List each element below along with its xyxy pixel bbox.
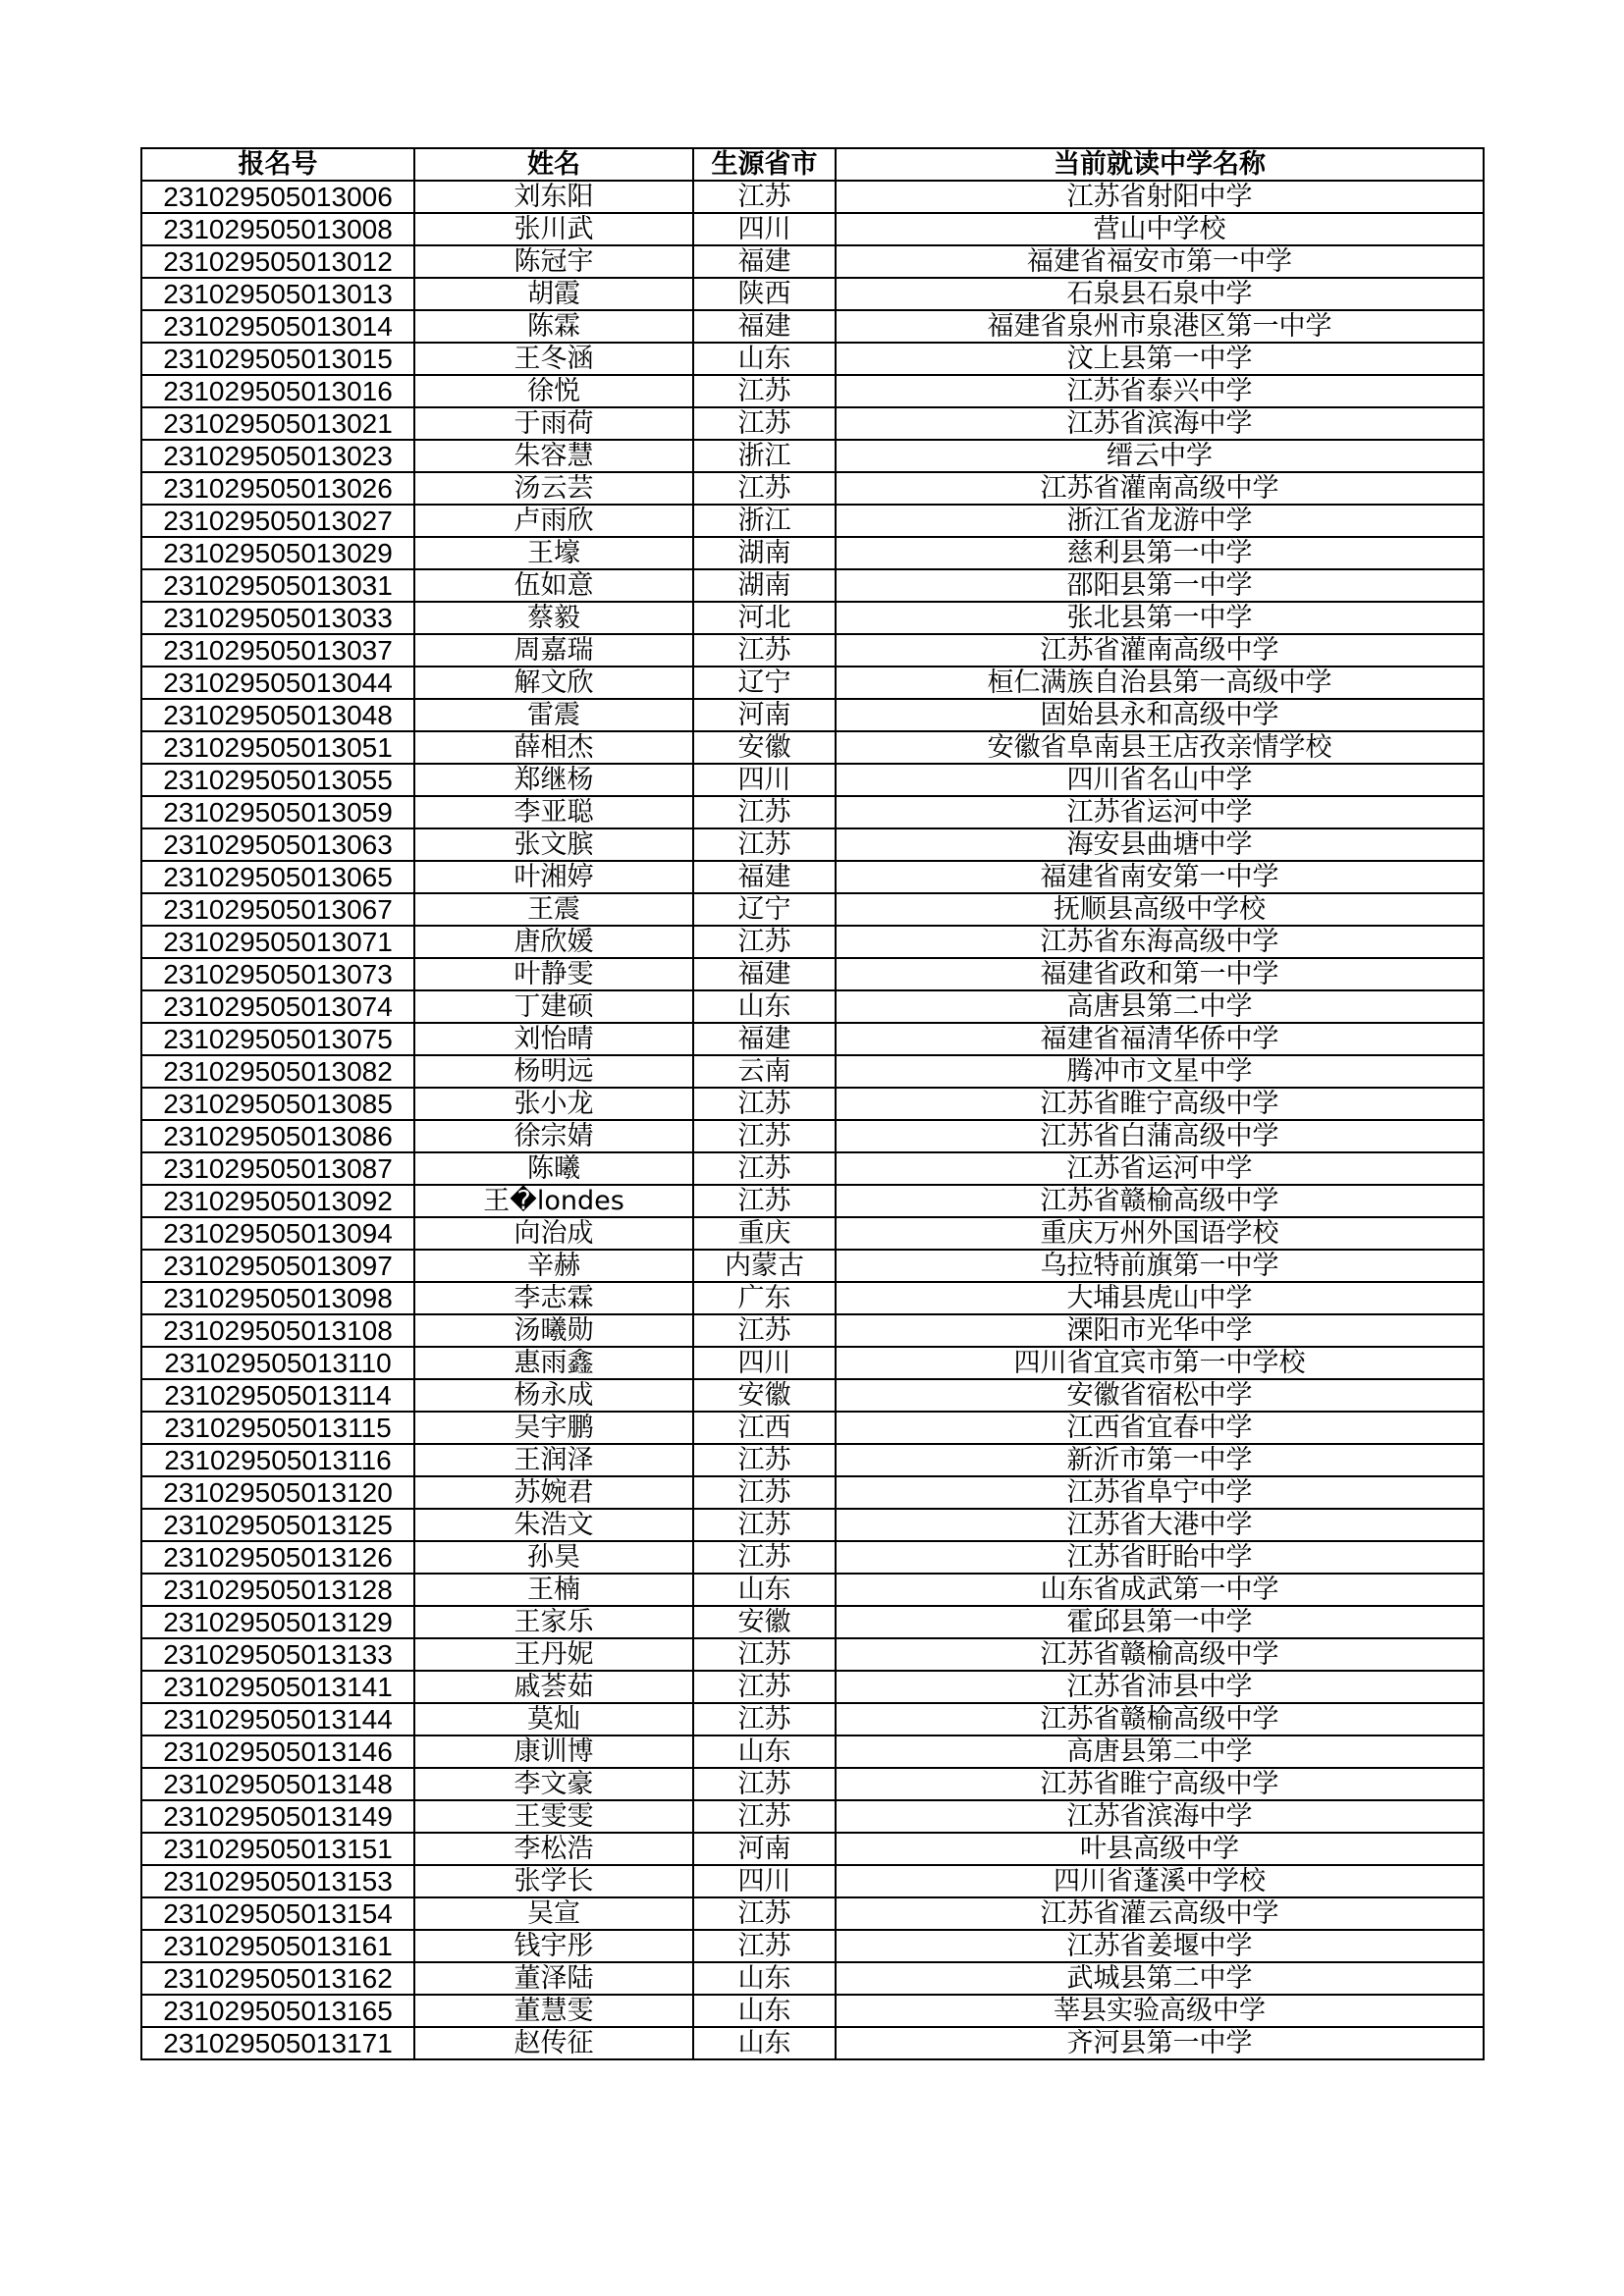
name-cell: 徐悦 [414,375,693,407]
province-cell: 山东 [693,343,836,375]
table-row [141,1023,1484,1055]
province-cell: 辽宁 [693,893,836,926]
name-cell: 莫灿 [414,1703,693,1735]
school-cell: 江苏省东海高级中学 [836,926,1484,958]
registration-number-cell: 231029505013037 [141,634,414,667]
name-cell: 刘东阳 [414,181,693,213]
name-cell: 董泽陆 [414,1962,693,1995]
table-row [141,1703,1484,1735]
province-cell: 江苏 [693,1476,836,1509]
registration-number-cell: 231029505013063 [141,828,414,861]
table-row [141,1541,1484,1574]
school-cell: 霍邱县第一中学 [836,1606,1484,1638]
table-row [141,731,1484,764]
name-cell: 王冬涵 [414,343,693,375]
name-cell: 汤云芸 [414,472,693,505]
name-cell: 杨明远 [414,1055,693,1088]
name-cell: 陈冠宇 [414,245,693,278]
name-cell: 赵传征 [414,2027,693,2059]
registration-number-cell: 231029505013116 [141,1444,414,1476]
registration-number-cell: 231029505013051 [141,731,414,764]
school-cell: 福建省福安市第一中学 [836,245,1484,278]
school-cell: 邵阳县第一中学 [836,569,1484,602]
name-cell: 陈霖 [414,310,693,343]
school-cell: 抚顺县高级中学校 [836,893,1484,926]
registration-number-cell: 231029505013141 [141,1671,414,1703]
name-cell: 李志霖 [414,1282,693,1314]
province-cell: 福建 [693,245,836,278]
province-cell: 福建 [693,1023,836,1055]
registration-number-cell: 231029505013153 [141,1865,414,1897]
table-row [141,1412,1484,1444]
school-cell: 江苏省大港中学 [836,1509,1484,1541]
province-cell: 江苏 [693,1088,836,1120]
school-cell: 固始县永和高级中学 [836,699,1484,731]
name-cell: 薛相杰 [414,731,693,764]
province-cell: 重庆 [693,1217,836,1250]
table-row [141,310,1484,343]
province-cell: 江西 [693,1412,836,1444]
registration-number-cell: 231029505013073 [141,958,414,990]
province-cell: 江苏 [693,1897,836,1930]
registration-number-cell: 231029505013031 [141,569,414,602]
school-cell: 石泉县石泉中学 [836,278,1484,310]
province-cell: 安徽 [693,731,836,764]
province-cell: 江苏 [693,181,836,213]
name-cell: 王丹妮 [414,1638,693,1671]
school-cell: 浙江省龙游中学 [836,505,1484,537]
registration-number-cell: 231029505013120 [141,1476,414,1509]
registration-number-cell: 231029505013033 [141,602,414,634]
name-cell: 戚荟茹 [414,1671,693,1703]
province-cell: 河南 [693,1833,836,1865]
school-cell: 齐河县第一中学 [836,2027,1484,2059]
registration-number-cell: 231029505013067 [141,893,414,926]
name-cell: 王雯雯 [414,1800,693,1833]
registration-number-cell: 231029505013151 [141,1833,414,1865]
name-cell: 卢雨欣 [414,505,693,537]
table-row [141,1574,1484,1606]
name-cell: 王润泽 [414,1444,693,1476]
table-row [141,602,1484,634]
school-cell: 江苏省盱眙中学 [836,1541,1484,1574]
school-cell: 高唐县第二中学 [836,990,1484,1023]
school-cell: 汶上县第一中学 [836,343,1484,375]
name-cell: 于雨荷 [414,407,693,440]
table-row [141,1444,1484,1476]
table-row [141,828,1484,861]
table-row [141,667,1484,699]
registration-number-cell: 231029505013023 [141,440,414,472]
name-cell: 周嘉瑞 [414,634,693,667]
province-cell: 辽宁 [693,667,836,699]
province-cell: 安徽 [693,1379,836,1412]
province-cell: 福建 [693,958,836,990]
table-row [141,634,1484,667]
province-cell: 江苏 [693,1120,836,1152]
table-row [141,569,1484,602]
province-cell: 江苏 [693,472,836,505]
province-cell: 江苏 [693,375,836,407]
registration-number-cell: 231029505013092 [141,1185,414,1217]
registration-number-cell: 231029505013128 [141,1574,414,1606]
registration-number-cell: 231029505013006 [141,181,414,213]
registration-number-cell: 231029505013165 [141,1995,414,2027]
school-cell: 江苏省睢宁高级中学 [836,1768,1484,1800]
school-cell: 溧阳市光华中学 [836,1314,1484,1347]
school-cell: 江苏省赣榆高级中学 [836,1638,1484,1671]
registration-number-cell: 231029505013125 [141,1509,414,1541]
school-cell: 江苏省赣榆高级中学 [836,1185,1484,1217]
admission-list-table [140,147,1485,2060]
registration-number-cell: 231029505013012 [141,245,414,278]
name-cell: 胡霞 [414,278,693,310]
registration-number-cell: 231029505013154 [141,1897,414,1930]
province-cell: 江苏 [693,1444,836,1476]
registration-number-cell: 231029505013013 [141,278,414,310]
school-cell: 乌拉特前旗第一中学 [836,1250,1484,1282]
table-row [141,1088,1484,1120]
province-cell: 湖南 [693,569,836,602]
table-row [141,1314,1484,1347]
school-cell: 武城县第二中学 [836,1962,1484,1995]
name-cell: 王家乐 [414,1606,693,1638]
table-row [141,1509,1484,1541]
registration-number-cell: 231029505013015 [141,343,414,375]
school-cell: 江苏省沛县中学 [836,1671,1484,1703]
table-row [141,1930,1484,1962]
province-cell: 山东 [693,1574,836,1606]
registration-number-cell: 231029505013108 [141,1314,414,1347]
registration-number-cell: 231029505013071 [141,926,414,958]
province-cell: 广东 [693,1282,836,1314]
table-row [141,1476,1484,1509]
school-cell: 江苏省灌南高级中学 [836,634,1484,667]
school-cell: 新沂市第一中学 [836,1444,1484,1476]
table-row [141,343,1484,375]
registration-number-cell: 231029505013133 [141,1638,414,1671]
table-row [141,990,1484,1023]
registration-number-cell: 231029505013055 [141,764,414,796]
table-row [141,893,1484,926]
registration-number-cell: 231029505013148 [141,1768,414,1800]
school-cell: 重庆万州外国语学校 [836,1217,1484,1250]
school-cell: 安徽省阜南县王店孜亲情学校 [836,731,1484,764]
province-cell: 江苏 [693,828,836,861]
province-cell: 江苏 [693,1509,836,1541]
province-cell: 江苏 [693,1800,836,1833]
table-row [141,1768,1484,1800]
school-cell: 江苏省灌云高级中学 [836,1897,1484,1930]
province-cell: 山东 [693,2027,836,2059]
name-cell: 伍如意 [414,569,693,602]
table-row [141,472,1484,505]
table-row [141,1347,1484,1379]
province-cell: 安徽 [693,1606,836,1638]
school-cell: 江苏省阜宁中学 [836,1476,1484,1509]
school-cell: 高唐县第二中学 [836,1735,1484,1768]
name-cell: 叶湘婷 [414,861,693,893]
table-row [141,375,1484,407]
table-row [141,1185,1484,1217]
school-cell: 江苏省泰兴中学 [836,375,1484,407]
name-cell: 唐欣媛 [414,926,693,958]
header-name: 姓名 [414,148,693,181]
province-cell: 江苏 [693,1768,836,1800]
province-cell: 江苏 [693,634,836,667]
name-cell: 张学长 [414,1865,693,1897]
name-cell: 苏婉君 [414,1476,693,1509]
registration-number-cell: 231029505013048 [141,699,414,731]
school-cell: 缙云中学 [836,440,1484,472]
province-cell: 陕西 [693,278,836,310]
name-cell: 徐宗婧 [414,1120,693,1152]
name-cell: 王震 [414,893,693,926]
province-cell: 福建 [693,861,836,893]
province-cell: 江苏 [693,1930,836,1962]
table-row [141,245,1484,278]
registration-number-cell: 231029505013129 [141,1606,414,1638]
province-cell: 江苏 [693,926,836,958]
province-cell: 河北 [693,602,836,634]
registration-number-cell: 231029505013085 [141,1088,414,1120]
name-cell: 王楠 [414,1574,693,1606]
school-cell: 叶县高级中学 [836,1833,1484,1865]
name-cell: 李文豪 [414,1768,693,1800]
school-cell: 海安县曲塘中学 [836,828,1484,861]
table-row [141,1120,1484,1152]
table-row [141,764,1484,796]
table-row [141,440,1484,472]
table-header-row [141,148,1484,181]
registration-number-cell: 231029505013144 [141,1703,414,1735]
registration-number-cell: 231029505013087 [141,1152,414,1185]
name-cell: 李松浩 [414,1833,693,1865]
table-row [141,1833,1484,1865]
table-row [141,181,1484,213]
table-row [141,2027,1484,2059]
name-cell: 张小龙 [414,1088,693,1120]
header-school: 当前就读中学名称 [836,148,1484,181]
registration-number-cell: 231029505013115 [141,1412,414,1444]
province-cell: 江苏 [693,407,836,440]
province-cell: 江苏 [693,1314,836,1347]
school-cell: 江苏省睢宁高级中学 [836,1088,1484,1120]
table-row [141,796,1484,828]
table-row [141,699,1484,731]
name-cell: 蔡毅 [414,602,693,634]
registration-number-cell: 231029505013059 [141,796,414,828]
name-cell: 李亚聪 [414,796,693,828]
school-cell: 桓仁满族自治县第一高级中学 [836,667,1484,699]
province-cell: 四川 [693,1347,836,1379]
name-cell: 向治成 [414,1217,693,1250]
registration-number-cell: 231029505013110 [141,1347,414,1379]
registration-number-cell: 231029505013016 [141,375,414,407]
name-cell: 康训博 [414,1735,693,1768]
registration-number-cell: 231029505013065 [141,861,414,893]
table-row [141,1606,1484,1638]
province-cell: 浙江 [693,505,836,537]
name-cell: 张文膑 [414,828,693,861]
registration-number-cell: 231029505013114 [141,1379,414,1412]
table-row [141,958,1484,990]
school-cell: 福建省福清华侨中学 [836,1023,1484,1055]
school-cell: 江苏省赣榆高级中学 [836,1703,1484,1735]
province-cell: 河南 [693,699,836,731]
name-cell: 朱容慧 [414,440,693,472]
school-cell: 福建省政和第一中学 [836,958,1484,990]
name-cell: 叶静雯 [414,958,693,990]
name-cell: 董慧雯 [414,1995,693,2027]
province-cell: 云南 [693,1055,836,1088]
table-row [141,1282,1484,1314]
school-cell: 四川省宜宾市第一中学校 [836,1347,1484,1379]
name-cell: 陈曦 [414,1152,693,1185]
province-cell: 四川 [693,213,836,245]
registration-number-cell: 231029505013021 [141,407,414,440]
school-cell: 四川省蓬溪中学校 [836,1865,1484,1897]
province-cell: 四川 [693,1865,836,1897]
school-cell: 腾冲市文星中学 [836,1055,1484,1088]
registration-number-cell: 231029505013162 [141,1962,414,1995]
school-cell: 张北县第一中学 [836,602,1484,634]
school-cell: 江西省宜春中学 [836,1412,1484,1444]
province-cell: 江苏 [693,1541,836,1574]
registration-number-cell: 231029505013029 [141,537,414,569]
school-cell: 江苏省运河中学 [836,796,1484,828]
province-cell: 江苏 [693,796,836,828]
registration-number-cell: 231029505013161 [141,1930,414,1962]
name-cell: 惠雨鑫 [414,1347,693,1379]
name-cell: 刘怡晴 [414,1023,693,1055]
province-cell: 四川 [693,764,836,796]
table-row [141,1055,1484,1088]
table-row [141,1800,1484,1833]
table-row [141,505,1484,537]
registration-number-cell: 231029505013097 [141,1250,414,1282]
table-row [141,1152,1484,1185]
registration-number-cell: 231029505013098 [141,1282,414,1314]
school-cell: 安徽省宿松中学 [836,1379,1484,1412]
school-cell: 江苏省射阳中学 [836,181,1484,213]
province-cell: 江苏 [693,1671,836,1703]
school-cell: 江苏省姜堰中学 [836,1930,1484,1962]
registration-number-cell: 231029505013075 [141,1023,414,1055]
table-row [141,1735,1484,1768]
header-registration-number: 报名号 [141,148,414,181]
registration-number-cell: 231029505013082 [141,1055,414,1088]
name-cell: 王�londes [414,1185,693,1217]
province-cell: 山东 [693,1735,836,1768]
table-row [141,1250,1484,1282]
registration-number-cell: 231029505013044 [141,667,414,699]
registration-number-cell: 231029505013026 [141,472,414,505]
registration-number-cell: 231029505013014 [141,310,414,343]
school-cell: 莘县实验高级中学 [836,1995,1484,2027]
name-cell: 汤曦勋 [414,1314,693,1347]
province-cell: 江苏 [693,1185,836,1217]
name-cell: 孙昊 [414,1541,693,1574]
school-cell: 江苏省白蒲高级中学 [836,1120,1484,1152]
header-province: 生源省市 [693,148,836,181]
school-cell: 四川省名山中学 [836,764,1484,796]
name-cell: 郑继杨 [414,764,693,796]
province-cell: 湖南 [693,537,836,569]
registration-number-cell: 231029505013094 [141,1217,414,1250]
school-cell: 慈利县第一中学 [836,537,1484,569]
table-row [141,1865,1484,1897]
school-cell: 江苏省灌南高级中学 [836,472,1484,505]
name-cell: 杨永成 [414,1379,693,1412]
province-cell: 浙江 [693,440,836,472]
name-cell: 钱宇彤 [414,1930,693,1962]
table-row [141,1638,1484,1671]
table-row [141,407,1484,440]
name-cell: 王壕 [414,537,693,569]
registration-number-cell: 231029505013027 [141,505,414,537]
registration-number-cell: 231029505013171 [141,2027,414,2059]
table-row [141,1962,1484,1995]
registration-number-cell: 231029505013126 [141,1541,414,1574]
school-cell: 江苏省滨海中学 [836,407,1484,440]
school-cell: 大埔县虎山中学 [836,1282,1484,1314]
name-cell: 丁建硕 [414,990,693,1023]
school-cell: 江苏省运河中学 [836,1152,1484,1185]
province-cell: 内蒙古 [693,1250,836,1282]
table-row [141,213,1484,245]
school-cell: 营山中学校 [836,213,1484,245]
school-cell: 福建省南安第一中学 [836,861,1484,893]
name-cell: 辛赫 [414,1250,693,1282]
province-cell: 福建 [693,310,836,343]
name-cell: 朱浩文 [414,1509,693,1541]
registration-number-cell: 231029505013149 [141,1800,414,1833]
table-row [141,1217,1484,1250]
name-cell: 解文欣 [414,667,693,699]
table-row [141,278,1484,310]
school-cell: 山东省成武第一中学 [836,1574,1484,1606]
registration-number-cell: 231029505013074 [141,990,414,1023]
registration-number-cell: 231029505013086 [141,1120,414,1152]
table-row [141,926,1484,958]
table-row [141,1995,1484,2027]
province-cell: 山东 [693,1962,836,1995]
name-cell: 张川武 [414,213,693,245]
table-row [141,1897,1484,1930]
name-cell: 吴宣 [414,1897,693,1930]
province-cell: 江苏 [693,1152,836,1185]
name-cell: 吴宇鹏 [414,1412,693,1444]
table-row [141,537,1484,569]
registration-number-cell: 231029505013008 [141,213,414,245]
province-cell: 江苏 [693,1638,836,1671]
province-cell: 江苏 [693,1703,836,1735]
table-row [141,1379,1484,1412]
table-row [141,1671,1484,1703]
province-cell: 山东 [693,1995,836,2027]
province-cell: 山东 [693,990,836,1023]
registration-number-cell: 231029505013146 [141,1735,414,1768]
school-cell: 江苏省滨海中学 [836,1800,1484,1833]
table-row [141,861,1484,893]
school-cell: 福建省泉州市泉港区第一中学 [836,310,1484,343]
name-cell: 雷震 [414,699,693,731]
